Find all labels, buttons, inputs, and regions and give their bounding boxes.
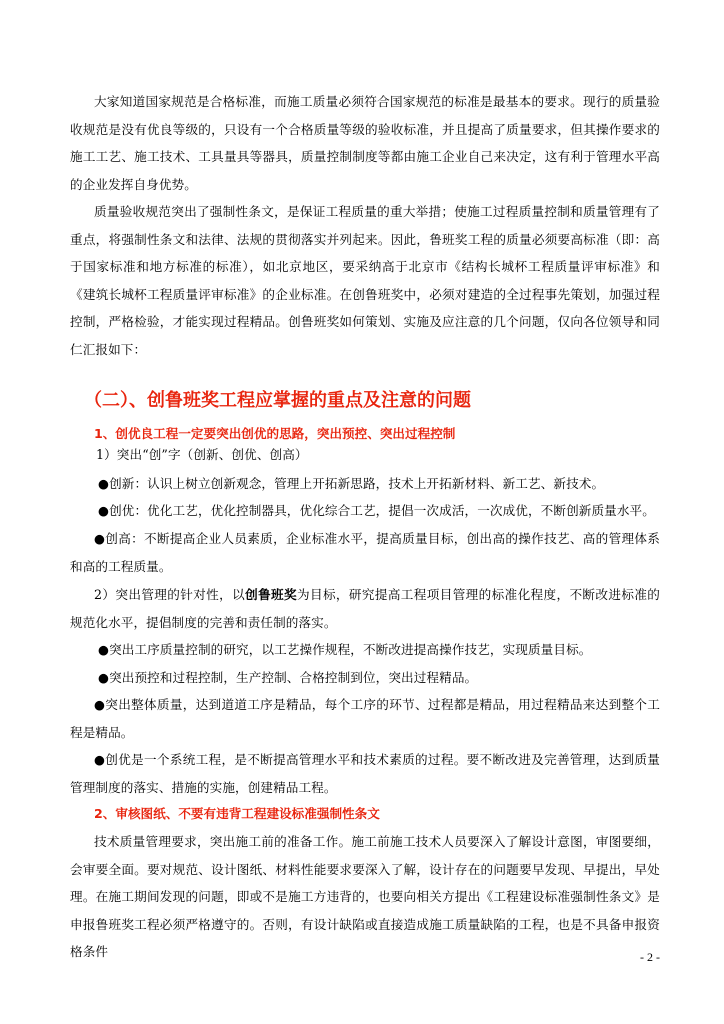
item-2-post: 为目标，研究提高工程项目管理的标准化程度，不断改进标准的规范化水平，提倡制度的完善和责任制的落实。 (70, 587, 660, 630)
paragraph-standards-intro: 大家知道国家规范是合格标准，而施工质量必须符合国家规范的标准是最基本的要求。现行的质量验收规范是没有优良等级的，只设有一个合格质量等级的验收标准，并且提高了质量要求，但其操作要求的施工工艺、施工技术、工具量具等器具，质量控制制度等都由施工企业自己来决定，这有利于管理水平高的企业发挥自身优势。 (70, 94, 660, 192)
item-2-bold: 创鲁班奖 (245, 587, 298, 602)
bullet-overall-quality: ●突出整体质量，达到道道工序是精品，每个工序的环节、过程都是精品，用过程精品来达到整个工程是精品。 (70, 697, 660, 740)
page-number: - 2 - (640, 950, 660, 964)
section-heading: （二）、创鲁班奖工程应掌握的重点及注意的问题 (84, 390, 471, 411)
bullet-process-control: ●突出工序质量控制的研究，以工艺操作规程，不断改进提高操作技艺，实现质量目标。 (98, 642, 592, 657)
paragraph-drawing-review: 技术质量管理要求，突出施工前的准备工作。施工前施工技术人员要深入了解设计意图，审图要细，会审要全面。要对规范、设计图纸、材料性能要求要深入了解，设计存在的问题要早发现、早提出，早处理。在施工期间发现的问题，即或不是施工方违背的，也要向相关方提出《工程建设标准强制性条文》是申报鲁班奖工程必须严格遵守的。否则，有设计缺陷或直接造成施工质量缺陷的工程，也是不具备申报资格条件 (70, 834, 660, 959)
bullet-innovate: ●创新：认识上树立创新观念，管理上开拓新思路，技术上开拓新材料、新工艺、新技术。 (98, 476, 605, 491)
bullet-system-engineering: ●创优是一个系统工程，是不断提高管理水平和技术素质的过程。要不断改进及完善管理，达到质量管理制度的落实、措施的实施，创建精品工程。 (70, 752, 660, 795)
bullet-raise: ●创高：不断提高企业人员素质，企业标准水平，提高质量目标，创出高的操作技艺、高的管理体系和高的工程质量。 (70, 531, 660, 574)
item-2-pre: 2）突出管理的针对性，以 (94, 587, 246, 602)
bullet-optimize: ●创优：优化工艺，优化控制器具，优化综合工艺，提倡一次成活，一次成优，不断创新质量水平。 (98, 503, 655, 518)
subheading-1: 1、创优良工程一定要突出创优的思路，突出预控、突出过程控制 (94, 426, 456, 441)
subheading-2: 2、审核图纸、不要有违背工程建设标准强制性条文 (94, 806, 380, 821)
item-1: 1）突出“创”字（创新、创优、创高） (96, 447, 308, 462)
bullet-prevention: ●突出预控和过程控制，生产控制、合格控制到位，突出过程精品。 (98, 670, 478, 685)
item-2 (70, 581, 660, 636)
paragraph-mandatory-provisions: 质量验收规范突出了强制性条文，是保证工程质量的重大举措；使施工过程质量控制和质量管理有了重点，将强制性条文和法律、法规的贯彻落实并列起来。因此，鲁班奖工程的质量必须要高标准（即：高于国家标准和地方标准的标准），如北京地区，要采纳高于北京市《结构长城杯工程质量评审标准》和《建筑长城杯工程质量评审标准》的企业标准。在创鲁班奖中，必须对建造的全过程事先策划，加强过程控制，严格检验，才能实现过程精品。创鲁班奖如何策划、实施及应注意的几个问题，仅向各位领导和同仁汇报如下： (70, 204, 660, 357)
